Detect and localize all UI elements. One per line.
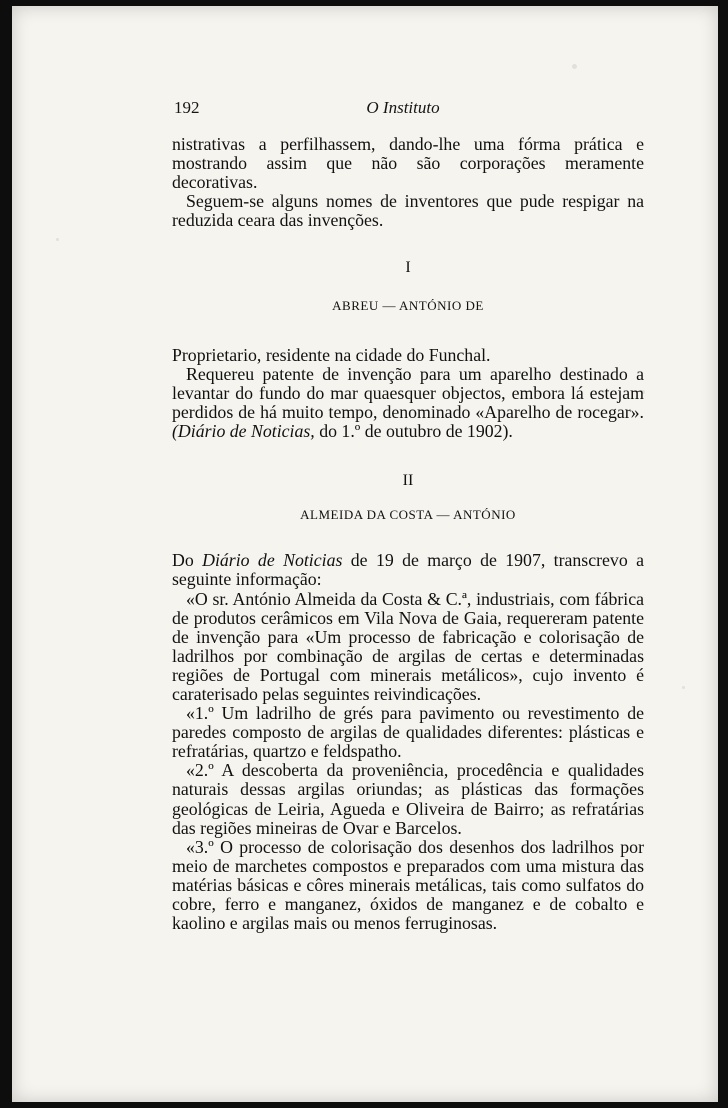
section-1-paragraph-2-text: Requereu patente de invenção para um aparelho destinado a levantar do fundo do mar quaesquer objectos, embora lá estejam perdidos de há muito tempo, denominado «Aparelho de rocegar». bbox=[172, 363, 644, 422]
intro-paragraph: Seguem-se alguns nomes de inventores que pude respigar na reduzida ceara das invenções. bbox=[172, 191, 644, 231]
page-header bbox=[160, 98, 646, 120]
running-title: O Instituto bbox=[366, 98, 440, 117]
citation-date: do 1.º de outubro de 1902). bbox=[314, 421, 513, 442]
section-number-2: II bbox=[402, 472, 414, 490]
section-2-lead-paragraph bbox=[172, 551, 644, 589]
document-body bbox=[172, 135, 644, 933]
section-1-paragraph-1: Proprietario, residente na cidade do Funchal. bbox=[172, 344, 491, 365]
section-2-paragraph-4: «3.º O processo de colorisação dos desenhos dos ladrilhos por meio de marchetes compostos e preparados com uma mistura das matérias básicas e côres minerais metálicas, tais como sulfatos do cobre, ferro e manganez, óxidos de manganez e de cobalto e kaolino e argilas mais ou menos ferruginosas. bbox=[172, 836, 644, 934]
section-heading-1: ABREU — ANTÓNIO DE bbox=[332, 297, 484, 313]
lead-source: Diário de Noticias bbox=[202, 550, 343, 571]
lead-prefix: Do bbox=[172, 550, 203, 571]
citation-source: (Diário de Noticias, bbox=[172, 421, 315, 442]
section-2-paragraph-1: «O sr. António Almeida da Costa & C.ª, industriais, com fábrica de produtos cerâmicos em Vila Nova de Gaia, requereram patente de invenção para «Um processo de fabricação e colorisação de ladrilhos por combinação de argilas de certas e determinadas regiões de Portugal com minerais metálicos», cujo invento é caraterisado pelas seguintes reivindicações. bbox=[172, 588, 644, 704]
section-2-paragraph-3: «2.º A descoberta da proveniência, procedência e qualidades naturais dessas argilas oriundas; as plásticas das formações geológicas de Leiria, Agueda e Oliveira de Bairro; as refratárias das regiões mineiras de Ovar e Barcelos. bbox=[172, 760, 644, 838]
section-heading-2: ALMEIDA DA COSTA — ANTÓNIO bbox=[300, 507, 516, 523]
section-2-paragraph-2: «1.º Um ladrilho de grés para pavimento ou revestimento de paredes composto de argilas de qualidades diferentes: plásticas e refratárias, quartzo e feldspatho. bbox=[172, 703, 644, 762]
speck bbox=[682, 686, 685, 689]
page-number: 192 bbox=[174, 98, 200, 117]
speck bbox=[572, 64, 577, 69]
section-number-1: I bbox=[405, 259, 411, 277]
lead-suffix: de 19 de março de 1907, transcrevo a seguinte informação: bbox=[172, 550, 644, 590]
continuation-paragraph: nistrativas a perfilhassem, dando-lhe uma fórma prática e mostrando assim que não são corporações meramente decorativas. bbox=[172, 134, 644, 193]
speck bbox=[56, 238, 59, 241]
section-1-paragraph-2 bbox=[172, 365, 644, 441]
scanned-page bbox=[12, 6, 718, 1102]
